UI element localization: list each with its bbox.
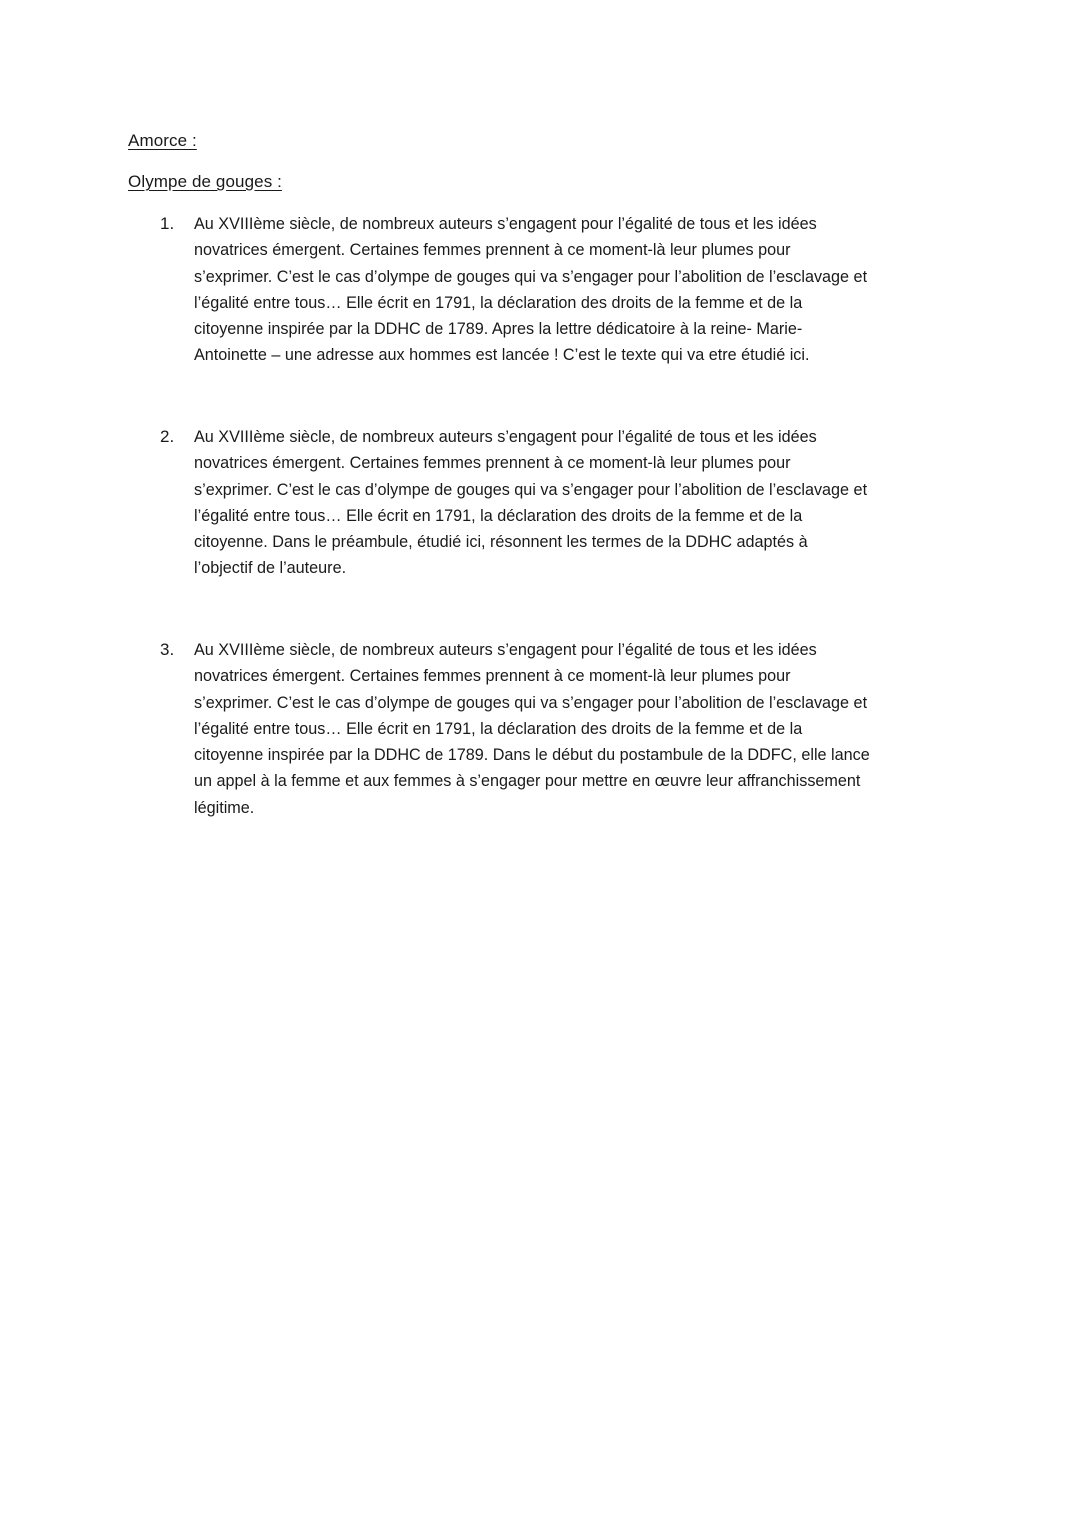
text-line: l’égalité entre tous… Elle écrit en 1791, la déclaration des droits de la femme et de la: [194, 293, 803, 312]
text-line: un appel à la femme et aux femmes à s’engager pour mettre en œuvre leur affranchissement: [194, 772, 861, 791]
text-line: Antoinette – une adresse aux hommes est lancée ! C’est le texte qui va etre étudié ici.: [194, 346, 810, 365]
list-item-text: [194, 637, 956, 821]
list-number: 2.: [160, 427, 175, 446]
heading-subject: Olympe de gouges :: [128, 172, 282, 191]
text-line: novatrices émergent. Certaines femmes prennent à ce moment-là leur plumes pour: [194, 241, 791, 260]
text-line: citoyenne. Dans le préambule, étudié ici, résonnent les termes de la DDHC adaptés à: [194, 533, 808, 552]
text-line: l’égalité entre tous… Elle écrit en 1791, la déclaration des droits de la femme et de la: [194, 506, 803, 525]
text-line: l’égalité entre tous… Elle écrit en 1791, la déclaration des droits de la femme et de la: [194, 719, 803, 738]
text-line: Au XVIIIème siècle, de nombreux auteurs s’engagent pour l’égalité de tous et les idées: [194, 215, 817, 233]
list-item-text: [194, 211, 956, 369]
text-line: s’exprimer. C’est le cas d’olympe de gouges qui va s’engager pour l’abolition de l’esclavage et: [194, 480, 868, 499]
list-item-text: [194, 424, 956, 582]
text-line: s’exprimer. C’est le cas d’olympe de gouges qui va s’engager pour l’abolition de l’esclavage et: [194, 267, 868, 286]
text-line: Au XVIIIème siècle, de nombreux auteurs s’engagent pour l’égalité de tous et les idées: [194, 641, 817, 659]
heading-amorce: Amorce :: [128, 131, 197, 150]
text-line: citoyenne inspirée par la DDHC de 1789. Dans le début du postambule de la DDFC, elle lance: [194, 746, 870, 765]
text-line: s’exprimer. C’est le cas d’olympe de gouges qui va s’engager pour l’abolition de l’esclavage et: [194, 693, 868, 712]
text-line: novatrices émergent. Certaines femmes prennent à ce moment-là leur plumes pour: [194, 454, 791, 473]
list-number: 1.: [160, 214, 175, 233]
text-line: Au XVIIIème siècle, de nombreux auteurs s’engagent pour l’égalité de tous et les idées: [194, 428, 817, 446]
text-line: citoyenne inspirée par la DDHC de 1789. Apres la lettre dédicatoire à la reine- Marie-: [194, 320, 803, 339]
list-number: 3.: [160, 640, 175, 659]
text-line: l’objectif de l’auteure.: [194, 559, 347, 578]
text-line: novatrices émergent. Certaines femmes prennent à ce moment-là leur plumes pour: [194, 667, 791, 686]
text-line: légitime.: [194, 798, 255, 817]
